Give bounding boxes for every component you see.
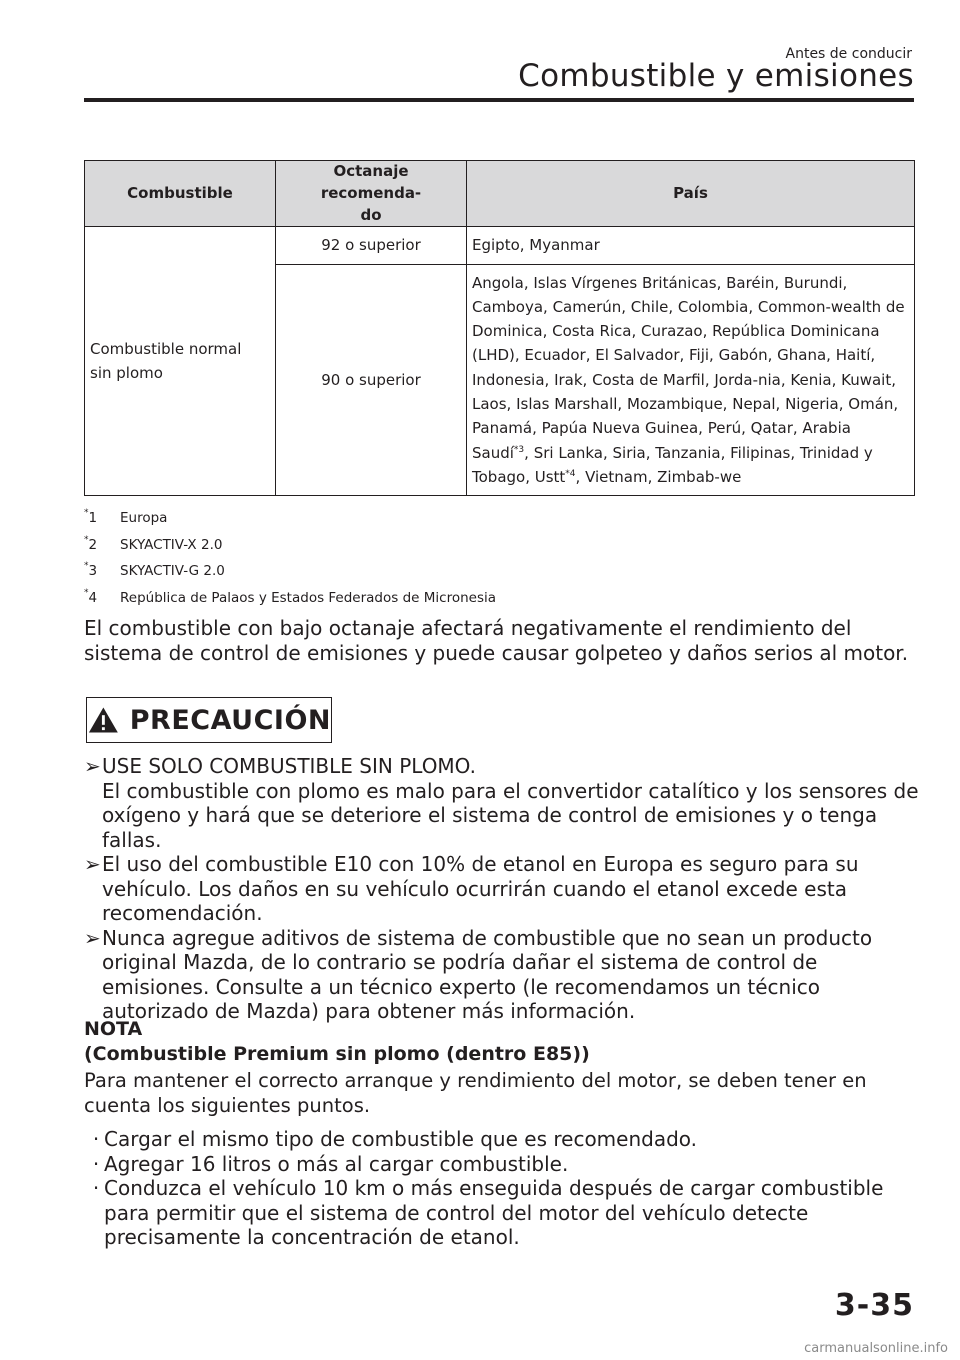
caution-title: PRECAUCIÓN <box>129 704 331 736</box>
caution-list <box>84 754 924 1024</box>
note-list <box>88 1127 918 1250</box>
table-row <box>85 227 915 264</box>
intro-paragraph: El combustible con bajo octanaje afectará negativamente el rendimiento del sistema de control de emisiones y puede causar golpeteo y daños serios al motor. <box>84 616 909 665</box>
dot-bullet-icon: · <box>92 1176 100 1200</box>
footnote-ref: *4 <box>565 468 576 479</box>
column-header-country: País <box>467 161 915 227</box>
header-divider <box>84 98 914 102</box>
list-item <box>88 1127 918 1152</box>
footnote-text: SKYACTIV-X 2.0 <box>120 536 223 553</box>
list-item <box>84 926 924 1024</box>
footnote-text: República de Palaos y Estados Federados de Micronesia <box>120 589 497 606</box>
country-text: Angola, Islas Vírgenes Británicas, Baréin, Burundi, Camboya, Camerún, Chile, Colombia, Common-wealth de Dominica, Costa Rica, Curazao, República Dominicana (LHD), Ecuador, El Salvador, Fiji, Gabón, Ghana, Haití, Indonesia, Irak, Costa de Marfil, Jorda-nia, Kenia, Kuwait, Laos, Islas Marshall, Mozambique, Nepal, Nigeria, Omán, Panamá, Papúa Nueva Guinea, Perú, Qatar, Arabia Saudí <box>472 273 905 462</box>
footnote <box>84 534 496 564</box>
caution-item-text: El uso del combustible E10 con 10% de etanol en Europa es seguro para su vehículo. Los daños en su vehículo ocurrirán cuando el etanol excede esta recomendación. <box>102 852 859 925</box>
dot-bullet-icon: · <box>92 1151 100 1176</box>
section-label: Antes de conducir <box>785 46 912 62</box>
arrow-bullet-icon: ➢ <box>84 852 101 876</box>
country-text: , Vietnam, Zimbab-we <box>575 467 742 486</box>
table-header-row <box>85 161 915 227</box>
footnote-marker: *3 <box>84 561 98 579</box>
caution-heading <box>86 697 332 743</box>
footnote-text: SKYACTIV-G 2.0 <box>120 563 225 579</box>
footnote-ref: *3 <box>513 444 525 455</box>
country-cell: Egipto, Myanmar <box>467 227 915 264</box>
footnote <box>84 563 496 590</box>
list-item <box>88 1176 918 1250</box>
column-header-octane: Octanaje recomenda- do <box>276 161 467 227</box>
note-subtitle: (Combustible Premium sin plomo (dentro E85)) <box>84 1043 590 1065</box>
footnote-marker: *1 <box>84 508 98 526</box>
footnote <box>84 510 496 537</box>
footnote-text: Europa <box>120 510 168 526</box>
list-item <box>84 852 924 926</box>
dot-bullet-icon: · <box>92 1127 100 1151</box>
page-number: 3-35 <box>834 1288 914 1323</box>
footnote <box>84 587 497 617</box>
note-label: NOTA <box>84 1018 143 1040</box>
watermark: carmanualsonline.info <box>804 1341 948 1356</box>
list-item <box>88 1152 918 1177</box>
note-item-text: Cargar el mismo tipo de combustible que es recomendado. <box>104 1127 698 1151</box>
octane-cell: 90 o superior <box>276 264 467 496</box>
note-item-text: Conduzca el vehículo 10 km o más enseguida después de cargar combustible para permitir que el sistema de control del motor del vehículo detecte precisamente la concentración de etanol. <box>104 1176 884 1249</box>
country-text: , Sri Lanka, Siria, Tanzania, Filipinas, Trinidad y Tobago, Ustt <box>472 443 873 486</box>
footnotes <box>84 510 496 616</box>
note-paragraph: Para mantener el correcto arranque y rendimiento del motor, se deben tener en cuenta los siguientes puntos. <box>84 1069 867 1117</box>
page-title: Combustible y emisiones <box>518 58 914 94</box>
note-item-text: Agregar 16 litros o más al cargar combustible. <box>104 1151 569 1176</box>
arrow-bullet-icon: ➢ <box>84 754 101 778</box>
column-header-fuel: Combustible <box>85 161 276 227</box>
footnote-marker: *4 <box>84 587 98 606</box>
footnote-marker: *2 <box>84 534 98 553</box>
country-cell <box>467 264 915 496</box>
caution-item-text: Nunca agregue aditivos de sistema de combustible que no sean un producto original Mazda, de lo contrario se podría dañar el sistema de control de emisiones. Consulte a un técnico experto (le recomendamos un técnico autorizado de Mazda) para obtener más información. <box>102 925 873 1023</box>
octane-cell: 92 o superior <box>276 227 467 264</box>
caution-item-text: USE SOLO COMBUSTIBLE SIN PLOMO. El combustible con plomo es malo para el convertidor catalítico y los sensores de oxígeno y hará que se deteriore el sistema de control de emisiones y o tenga fallas. <box>102 754 919 852</box>
arrow-bullet-icon: ➢ <box>84 925 101 950</box>
list-item <box>84 754 924 852</box>
fuel-table <box>84 160 915 496</box>
warning-triangle-icon <box>87 705 120 735</box>
fuel-type-cell: Combustible normal sin plomo <box>85 227 276 496</box>
